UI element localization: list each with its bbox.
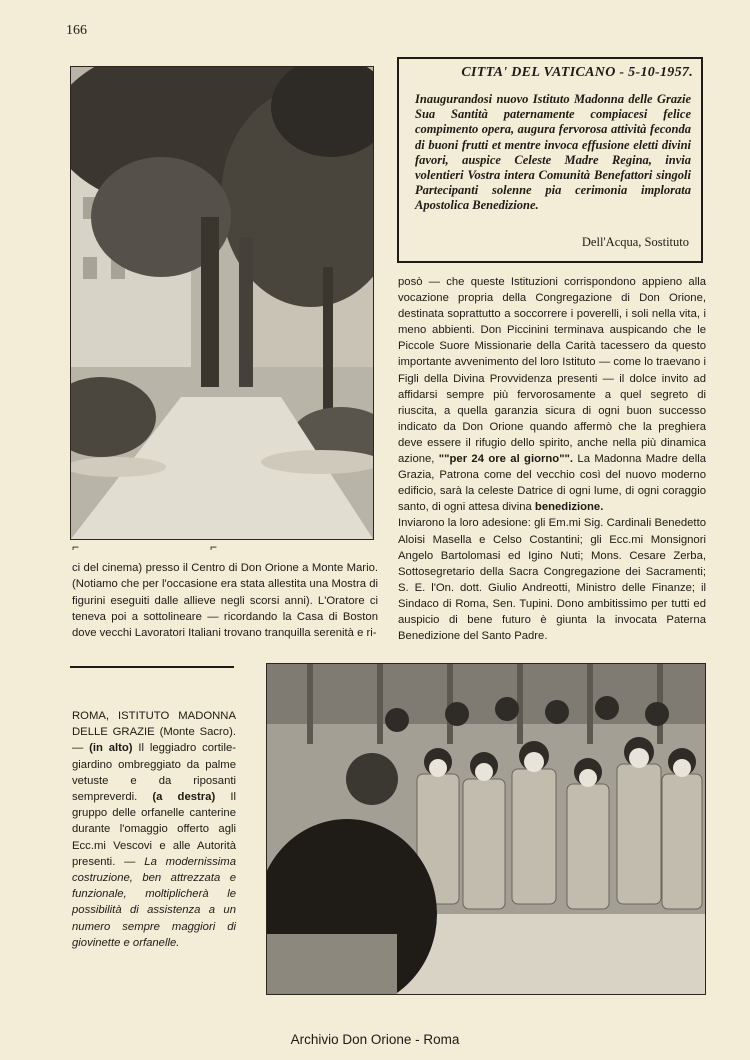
caption-label-top: (in alto) bbox=[89, 742, 133, 755]
caption-text-top: Il leggiadro cortile-giardino ombreggiato da palme vetuste e da riposanti sempreverdi. bbox=[72, 742, 237, 804]
right-paragraph-1: posò — che queste Istituzioni corrispondono appieno alla vocazione propria della Congregazione di Don Orione, destinata soprattutto a soccorrere i poverelli, i soli nella vita, i meno abbienti. Don Piccinini terminava auspicando che le Piccole Suore Missionarie della Carità tacessero da questo importante avvenimento del loro Istituto — come lo traevano i Figli della Divina Provvidenza presenti — il dolce invito ad affidarsi sempre più fervorosamente a quel segreto di riuscita, a quella garanzia sicura di ogni buon successo indicato da Don Orione quando affermò che la preghiera deve essere il rifugio dello spirito, anche nella più dinamica azione, bbox=[398, 276, 706, 466]
caption-place: (Monte Sacro). — bbox=[72, 726, 236, 755]
right-paragraph-1-bold2: benedizione. bbox=[534, 501, 604, 514]
archive-footer: Archivio Don Orione - Roma bbox=[290, 1032, 460, 1047]
papal-telegram-box bbox=[397, 57, 703, 263]
garden-photo-illustration bbox=[71, 67, 373, 539]
section-divider bbox=[70, 666, 234, 668]
right-paragraph-1-bold: ""per 24 ore al giorno"". bbox=[438, 453, 574, 466]
photo-corner-mark: ⌐ bbox=[210, 540, 218, 554]
caption-label-right: (a destra) bbox=[152, 791, 216, 804]
caption-text-right: Il gruppo delle orfanelle canterine durante l'omaggio offerto agli Ecc.mi Vescovi e alle Autorità presenti. — bbox=[72, 791, 236, 868]
telegram-header: CITTA' DEL VATICANO - 5-10-1957. bbox=[461, 65, 693, 80]
left-column-text: ci del cinema) presso il Centro di Don Orione a Monte Mario. (Notiamo che per l'occasione era stata allestita una Mostra di figurini eseguiti dalle allieve negli scorsi anni). L'Oratore ci teneva poi a sottolineare — ricordando la Casa di Boston dove vecchi Lavoratori Italiani trovano tranquilla serenità e ri- bbox=[72, 562, 378, 640]
choir-photo bbox=[266, 663, 706, 995]
caption-title: ROMA, ISTITUTO MADONNA DELLE GRAZIE bbox=[72, 710, 236, 739]
photo-corner-mark: ⌐ bbox=[72, 540, 80, 554]
right-column-text bbox=[398, 274, 706, 644]
garden-photo bbox=[70, 66, 374, 540]
photo-caption bbox=[72, 708, 236, 951]
caption-text-italic: La modernissima costruzione, ben attrezzata e funzionale, moltiplicherà le possibilità di assistenza a un numero sempre maggiori di giovinette e orfanelle. bbox=[72, 855, 236, 949]
telegram-signature: Dell'Acqua, Sostituto bbox=[581, 235, 689, 249]
page-number: 166 bbox=[66, 23, 87, 38]
right-paragraph-2: Inviarono la loro adesione: gli Em.mi Sig. Cardinali Benedetto Aloisi Masella e Celso Costantini; gli Ecc.mi Monsignori Angelo Bartolomasi ed Igino Nuti; Mons. Cesare Zerba, Sottosegretario della Sacra Congregazione dei Sacramenti; S. E. l'On. dott. Giulio Andreotti, Ministro delle Finanze; il Sindaco di Roma, Sen. Tupini. Dono ambitissimo per tutti ed auspicio di bene futuro è giunta la invocata Paterna Benedizione del Santo Padre. bbox=[398, 517, 706, 643]
choir-photo-illustration bbox=[267, 664, 705, 994]
telegram-body: Inaugurandosi nuovo Istituto Madonna delle Grazie Sua Santità paternamente compiacesi felice compimento opera, augura fervorosa attività feconda di buoni frutti et mentre invoca effusione eletti divini favori, auspice Celeste Madre Regina, invia volentieri Vostra intera Comunità Benefattori singoli Partecipanti solenne pia cerimonia implorata Apostolica Benedizione. bbox=[415, 92, 691, 213]
right-paragraph-1-cont: La Madonna Madre della Grazia, Patrona come del vecchio così del nuovo moderno edificio, sarà la celeste Datrice di ogni lume, di ogni coraggio santo, di ogni attesa divina bbox=[398, 453, 707, 514]
